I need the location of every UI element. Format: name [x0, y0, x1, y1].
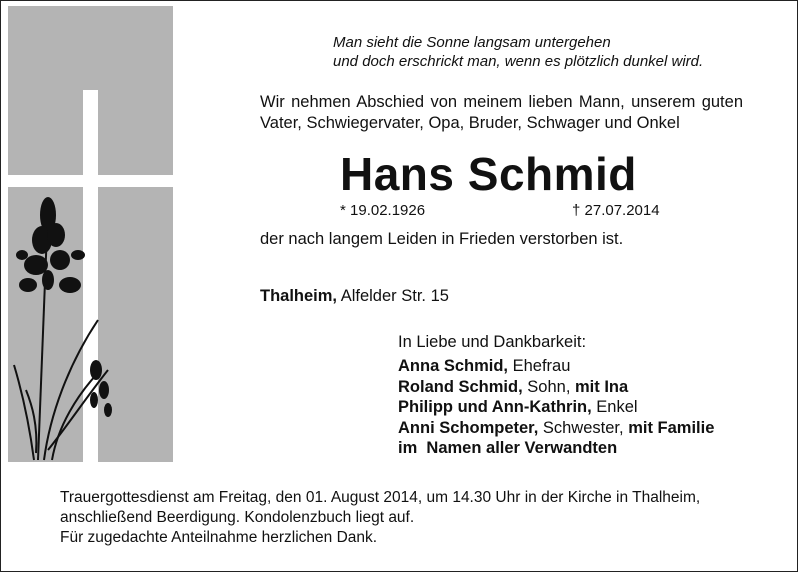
- list-item: [398, 418, 714, 439]
- birth-date: * 19.02.1926: [340, 202, 426, 219]
- address-street: Alfelder Str. 15: [340, 287, 449, 305]
- service-line-1: Trauergottesdienst am Freitag, den 01. August 2014, um 14.30 Uhr in der Kirche in Thalheim,: [60, 489, 701, 506]
- quote-line-2: und doch erschrickt man, wenn es plötzlich dunkel wird.: [333, 53, 704, 70]
- mourner-extra: mit Ina: [575, 377, 629, 396]
- address-town: Thalheim,: [260, 287, 338, 305]
- thanks-line: Für zugedachte Anteilnahme herzlichen Dank.: [60, 529, 378, 546]
- quote-line-1: Man sieht die Sonne langsam untergehen: [333, 34, 611, 51]
- service-line-2: anschließend Beerdigung. Kondolenzbuch liegt auf.: [60, 509, 415, 526]
- mourner-relation: Schwester,: [542, 418, 624, 437]
- grass-plant-icon: [8, 195, 128, 462]
- funeral-service-info: [60, 488, 700, 528]
- mourner-relation: Enkel: [596, 398, 638, 416]
- deceased-name: Hans Schmid: [340, 148, 637, 200]
- list-item: [398, 377, 714, 398]
- list-item: [398, 438, 714, 459]
- mourner-name: Anni Schompeter,: [398, 418, 539, 437]
- mourner-name: Philipp und Ann-Kathrin,: [398, 398, 592, 416]
- address: [260, 287, 449, 306]
- memorial-quote: [333, 33, 703, 71]
- death-date: † 27.07.2014: [572, 202, 660, 219]
- mourner-extra: mit Familie: [628, 418, 715, 437]
- mourner-name: Roland Schmid,: [398, 377, 523, 396]
- mourner-relation: Sohn,: [527, 377, 571, 396]
- list-item: [398, 397, 714, 418]
- gratitude-line: In Liebe und Dankbarkeit:: [398, 333, 587, 351]
- intro-text: Wir nehmen Abschied von meinem lieben Mann, unserem guten Vater, Schwiegervater, Opa, Bruder, Schwager und Onkel: [260, 93, 743, 132]
- list-item: [398, 356, 714, 377]
- mourner-name: im Namen aller Verwandten: [398, 439, 618, 457]
- passing-text: der nach langem Leiden in Frieden verstorben ist.: [260, 230, 624, 248]
- mourner-relation: Ehefrau: [512, 357, 571, 375]
- cross-crossbar: [8, 175, 173, 187]
- mourner-name: Anna Schmid,: [398, 357, 509, 375]
- mourners-list: [398, 356, 714, 459]
